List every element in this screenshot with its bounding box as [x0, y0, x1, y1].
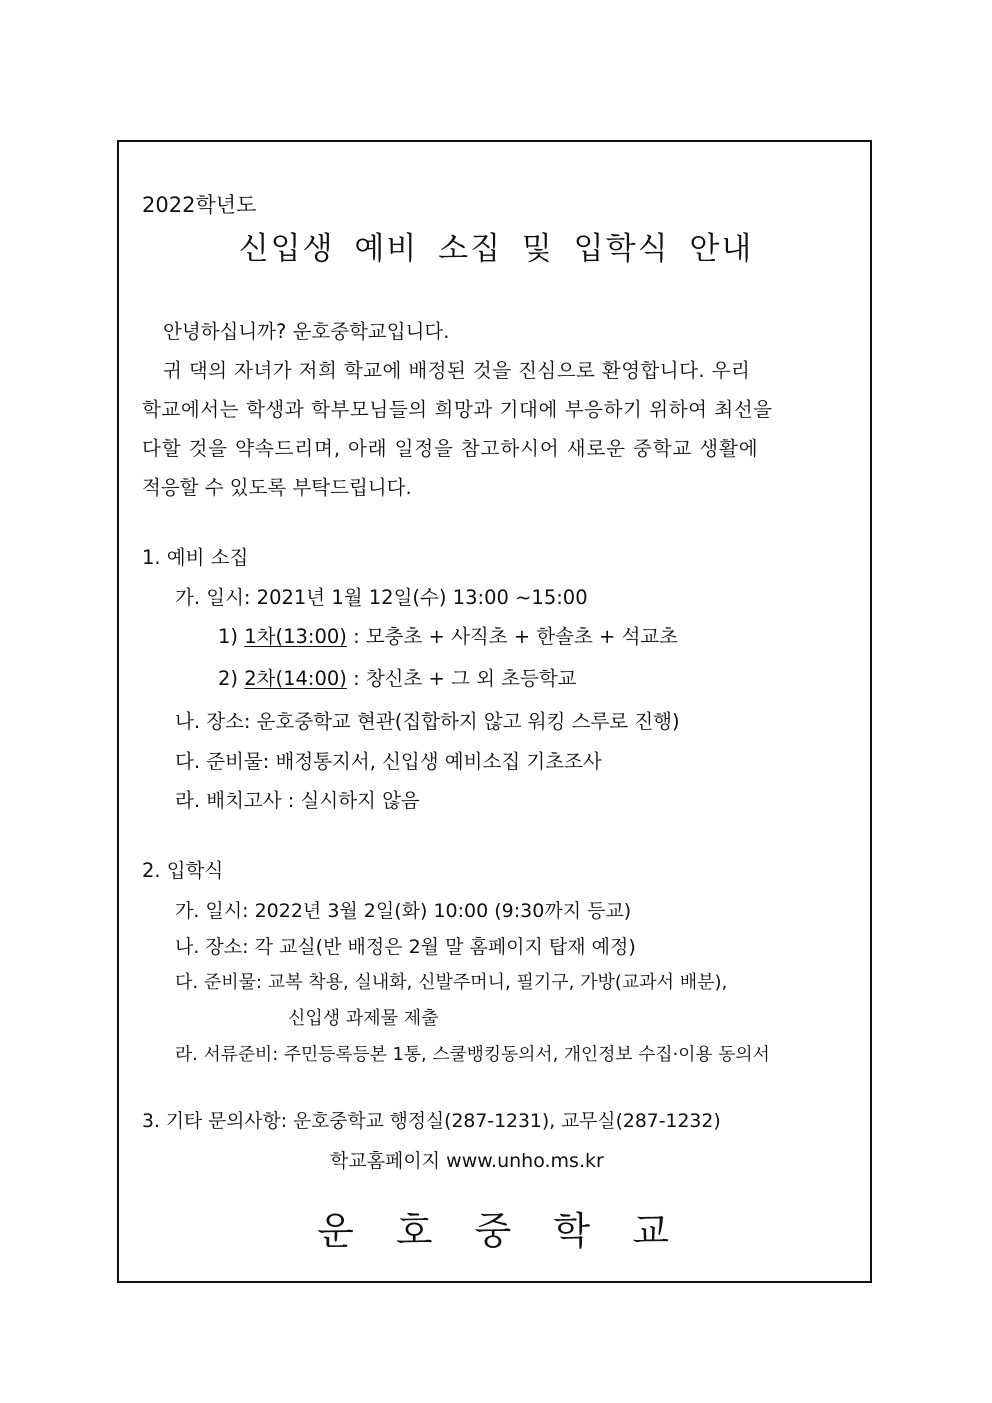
- intro-line-2: 학교에서는 학생과 학부모님들의 희망과 기대에 부응하기 위하여 최선을: [142, 398, 773, 421]
- round1-time: 1차(13:00): [244, 625, 347, 648]
- round2-number: 2): [218, 667, 239, 690]
- section1-round2: [218, 669, 577, 689]
- round1-number: 1): [218, 625, 239, 648]
- intro-line-3: 다할 것을 약속드리며, 아래 일정을 참고하시어 새로운 중학교 생활에: [142, 437, 759, 460]
- section2-date: 가. 일시: 2022년 3월 2일(화) 10:00 (9:30까지 등교): [175, 900, 632, 922]
- intro-line-4: 적응할 수 있도록 부탁드립니다.: [142, 476, 412, 499]
- section1-prep: 다. 준비물: 배정통지서, 신입생 예비소집 기초조사: [175, 750, 602, 773]
- section1-heading: 1. 예비 소집: [142, 546, 249, 569]
- section2-docs: 라. 서류준비: 주민등록등본 1통, 스쿨뱅킹동의서, 개인정보 수집·이용 동의서: [175, 1044, 770, 1065]
- academic-year: 2022학년도: [142, 193, 257, 217]
- section2-heading: 2. 입학식: [142, 859, 224, 882]
- round2-schools: : 창신초 + 그 외 초등학교: [353, 667, 577, 690]
- section3-homepage: 학교홈페이지 www.unho.ms.kr: [330, 1150, 604, 1172]
- section1-place: 나. 장소: 운호중학교 현관(집합하지 않고 워킹 스루로 진행): [175, 710, 680, 733]
- round2-time: 2차(14:00): [244, 667, 347, 690]
- section2-prep: 다. 준비물: 교복 착용, 실내화, 신발주머니, 필기구, 가방(교과서 배분),: [175, 972, 728, 993]
- section1-round1: [218, 627, 678, 647]
- school-signature: 운 호 중 학 교: [317, 1209, 675, 1253]
- section1-exam: 라. 배치고사 : 실시하지 않음: [175, 789, 420, 812]
- intro-greeting: 안녕하십니까? 운호중학교입니다.: [163, 320, 450, 343]
- section2-prep-cont: 신입생 과제물 제출: [288, 1008, 439, 1029]
- page-title: 신입생 예비 소집 및 입학식 안내: [238, 231, 754, 267]
- section3-contacts: 3. 기타 문의사항: 운호중학교 행정실(287-1231), 교무실(287-1232): [142, 1111, 721, 1132]
- intro-line-1: 귀 댁의 자녀가 저희 학교에 배정된 것을 진심으로 환영합니다. 우리: [163, 359, 751, 382]
- section1-date: 가. 일시: 2021년 1월 12일(수) 13:00 ~15:00: [175, 586, 588, 609]
- section2-place: 나. 장소: 각 교실(반 배정은 2월 말 홈페이지 탑재 예정): [175, 936, 636, 958]
- round1-schools: : 모충초 + 사직초 + 한솔초 + 석교초: [353, 625, 679, 648]
